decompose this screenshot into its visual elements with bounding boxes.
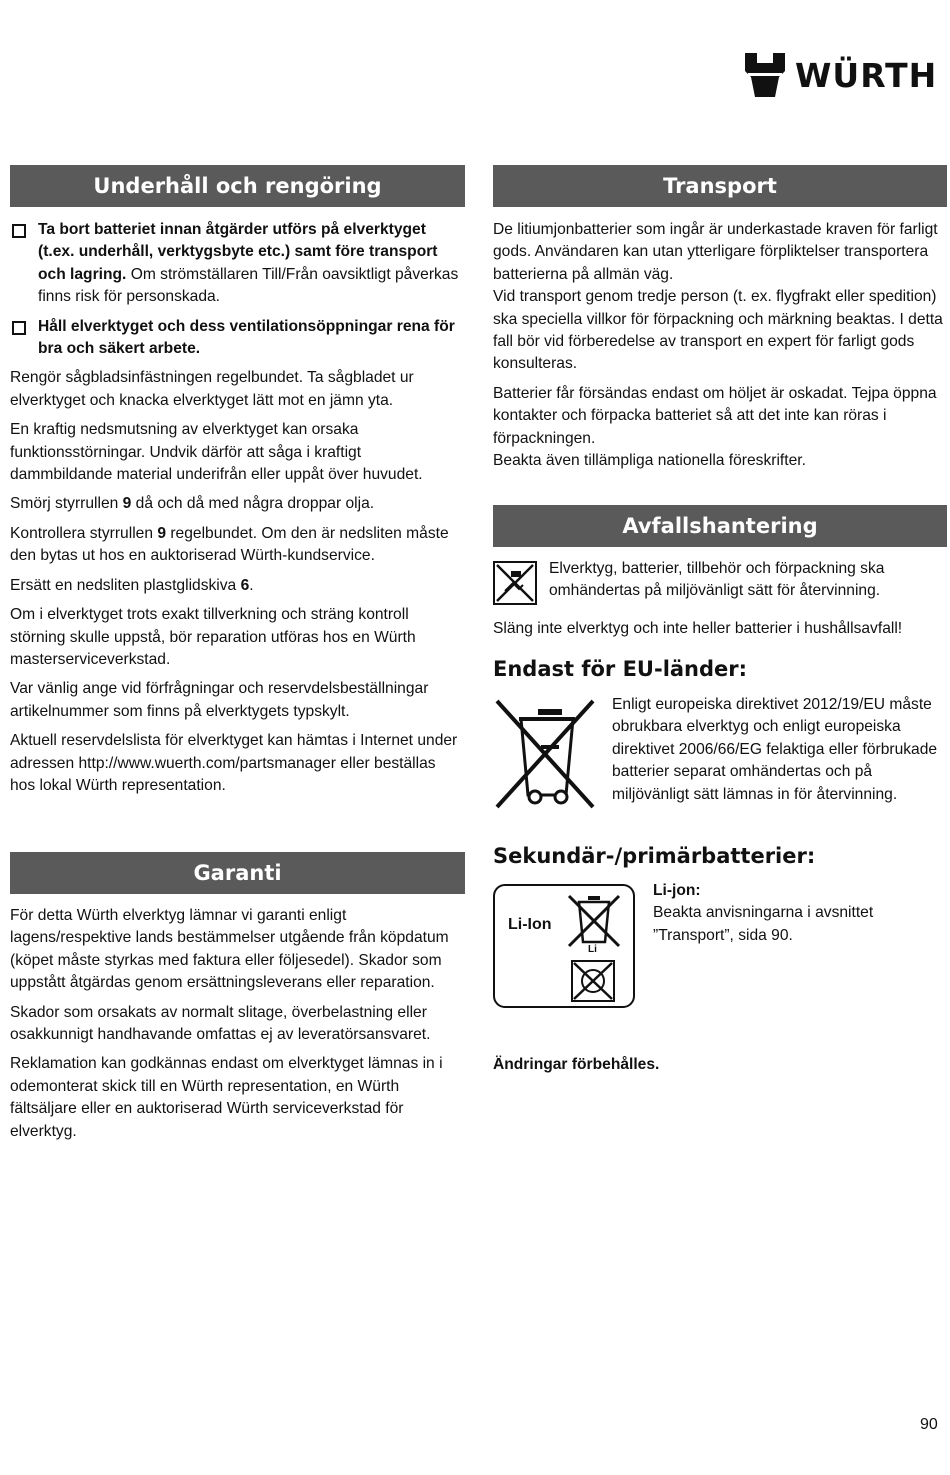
warranty-section [10, 905, 465, 1150]
disposal-title: Avfallshantering [622, 514, 818, 538]
transport-p3: Batterier får försändas endast om höljet är oskadat. Tejpa öppna kontakter och förpacka batteriet så att det inte kan röras i förpackningen. [493, 384, 937, 447]
maintenance-title-bar [10, 165, 465, 207]
transport-p2: Vid transport genom tredje person (t. ex. flygfrakt eller spedition) ska speciella villkor för förpackning och märkning beaktas. I detta fall bör vid förberedelse av transport en expert för farligt gods konsulteras. [493, 288, 943, 373]
bullet1-text: Om strömställaren Till/Från oavsiktligt påverkas finns risk för personskada. [38, 265, 459, 306]
maintenance-p3 [10, 493, 465, 515]
maintenance-p1: Rengör sågbladsinfästningen regelbundet. Ta sågbladet ur elverktyget och knacka elverktyget lätt mot en jämn yta. [10, 369, 414, 409]
crossed-bin-icon [493, 697, 598, 812]
battery-crossed-bin-icon [565, 892, 623, 950]
eu-text: Enligt europeiska direktivet 2012/19/EU måste obrukbara elverktyg och enligt europeiska direktivet 2006/66/EG felaktiga eller förbrukade batterier separat omhändertas och på miljövänligt sätt lämnas in för återvinning. [612, 696, 938, 803]
eu-heading: Endast för EU-länder: [493, 657, 748, 681]
bullet2-bold: Håll elverktyget och dess ventilationsöppningar rena för bra och säkert arbete. [38, 317, 455, 358]
recycle-tool-icon [493, 561, 537, 605]
bullet-keep-clean [10, 316, 465, 361]
warranty-p1: För detta Würth elverktyg lämnar vi garanti enligt lagens/respektive lands bestämmelser utgående från köpdatum (köpet måste styrkas med faktura eller följesedel). Skador som uppstått åtgärdas genom ersättningsleverans eller reparation. [10, 907, 449, 992]
disposal-title-bar [493, 505, 947, 547]
checkbox-square-icon [12, 321, 26, 335]
liion-heading: Li-jon: [653, 882, 701, 899]
warranty-p3: Reklamation kan godkännas endast om elverktyget lämnas in i odemonterat skick till en Würth representation, en Würth fältsäljare eller en auktoriserad Würth serviceverkstad för elverktyg. [10, 1055, 443, 1140]
p3-ref-number: 9 [122, 495, 132, 513]
warranty-title-bar [10, 852, 465, 894]
bullet1-bold: Ta bort batteriet innan åtgärder utförs på elverktyget (t.ex. underhåll, verktygsbyte etc.) samt före transport och lagring. [38, 221, 438, 283]
liion-block [653, 880, 947, 947]
p3-text-b: då och då med några droppar olja. [131, 495, 375, 513]
maintenance-title: Underhåll och rengöring [93, 174, 382, 198]
disposal-p1: Släng inte elverktyg och inte heller batterier i hushållsavfall! [493, 620, 903, 637]
transport-title-bar [493, 165, 947, 207]
warranty-p2: Skador som orsakats av normalt slitage, överbelastning eller osakkunnigt handhavande omfattas ej av leveratörsansvaret. [10, 1003, 431, 1044]
p5-text-b: . [249, 576, 254, 594]
transport-section [493, 219, 947, 479]
brand-name: WÜRTH [795, 55, 938, 95]
p4-text-b: regelbundet. Om den är nedsliten måste den bytas ut hos en auktoriserad Würth-kundservice. [10, 524, 449, 565]
p4-text-a: Kontrollera styrrullen [10, 524, 158, 542]
maintenance-p5 [10, 575, 465, 597]
battery-small-label: Li [588, 944, 597, 955]
p3-text-a: Smörj styrrullen [10, 495, 123, 513]
wurth-logo [745, 52, 950, 98]
transport-p1: De litiumjonbatterier som ingår är underkastade kraven för farligt gods. Användaren kan utan ytterligare förpliktelser transportera batterierna på allmän väg. [493, 221, 938, 283]
checkbox-square-icon [12, 224, 26, 238]
p4-ref-number: 9 [157, 524, 167, 542]
changes-reserved: Ändringar förbehålles. [493, 1056, 660, 1073]
page-number: 90 [920, 1416, 938, 1433]
p5-ref-number: 6 [240, 576, 250, 594]
wurth-logo-icon [745, 53, 785, 97]
battery-recycle-icon [571, 960, 615, 1002]
maintenance-p6: Om i elverktyget trots exakt tillverkning och sträng kontroll störning skulle uppstå, bör reparation utföras hos en Würth masterserviceverkstad. [10, 606, 416, 668]
transport-title: Transport [663, 174, 777, 198]
maintenance-p8: Aktuell reservdelslista för elverktyget kan hämtas i Internet under adressen http://www.wuerth.com/partsmanager eller beställas hos lokal Würth representation. [10, 732, 458, 794]
maintenance-p4 [10, 523, 465, 568]
maintenance-p2: En kraftig nedsmutsning av elverktyget kan orsaka funktionsstörningar. Undvik därför att såga i kraftigt dammbildande material underifrån eller uppåt över huvudet. [10, 421, 423, 484]
warranty-title: Garanti [193, 861, 282, 885]
disposal-icon-text: Elverktyg, batterier, tillbehör och förpackning ska omhändertas på miljövänligt sätt för återvinning. [549, 560, 885, 600]
liion-text: Beakta anvisningarna i avsnittet ”Transport”, sida 90. [653, 904, 874, 944]
transport-p4: Beakta även tillämpliga nationella föreskrifter. [493, 452, 806, 470]
p5-text-a: Ersätt en nedsliten plastglidskiva [10, 576, 241, 594]
maintenance-section [10, 219, 465, 804]
bullet-remove-battery [10, 219, 465, 309]
battery-heading: Sekundär-/primärbatterier: [493, 844, 816, 868]
maintenance-p7: Var vänlig ange vid förfrågningar och reservdelsbeställningar artikelnummer som finns på elverktygets typskylt. [10, 680, 429, 720]
battery-symbol-box [493, 884, 635, 1008]
battery-label: Li-Ion [508, 916, 552, 933]
